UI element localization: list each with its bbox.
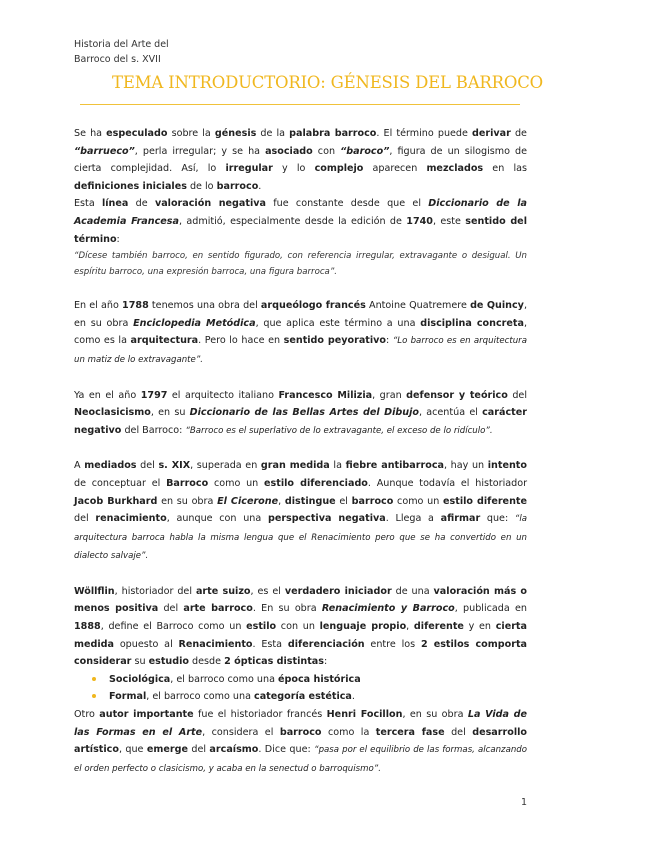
- paragraph-3: En el año 1788 tenemos una obra del arqueólogo francés Antoine Quatremere de Quincy, en su obra Enciclopedia Metódica, que aplica este término a una disciplina concreta, como es la arquitectura. Pero lo hace en sentido peyorativo: “Lo barroco es en arquitectura un matiz de lo extravagante”.: [74, 300, 527, 365]
- bullet-icon: [92, 677, 96, 681]
- paragraph-7: Otro autor importante fue el historiador francés Henri Focillon, en su obra La Vida de las Formas en el Arte, considera el barroco como la tercera fase del desarrollo artístico, que emerge del arcaísmo. Dice que: “pasa por el equilibrio de las formas, alcanzando el orden perfecto o clasicismo, y acaba en la senectud o barroquismo”.: [74, 709, 528, 774]
- page-number: 1: [520, 797, 527, 808]
- paragraph-1: Se ha especulado sobre la génesis de la palabra barroco. El término puede derivar de “barrueco”, perla irregular; y se ha asociado con “baroco”, figura de un silogismo de cierta complejidad. Así, lo irregular y lo complejo aparecen mezclados en las definiciones iniciales de lo barroco.: [74, 128, 527, 192]
- title-underline: [80, 104, 520, 105]
- page-title: TEMA INTRODUCTORIO: GÉNESIS DEL BARROCO: [112, 73, 543, 92]
- document-body: [74, 125, 527, 778]
- bullet-icon: [92, 694, 96, 698]
- list-item: Sociológica, el barroco como una época histórica: [92, 671, 527, 689]
- paragraph-6: Wöllflin, historiador del arte suizo, es el verdadero iniciador de una valoración más o menos positiva del arte barroco. En su obra Renacimiento y Barroco, publicada en 1888, define el Barroco como un estilo con un lenguaje propio, diferente y en cierta medida opuesto al Renacimiento. Esta diferenciación entre los 2 estilos comporta considerar su estudio desde 2 ópticas distintas:: [74, 585, 527, 668]
- header-line-2: Barroco del s. XVII: [74, 54, 161, 65]
- document-header: [74, 37, 169, 67]
- paragraph-5: A mediados del s. XIX, superada en gran medida la fiebre antibarroca, hay un intento de conceptuar el Barroco como un estilo diferenciado. Aunque todavía el historiador Jacob Burkhard en su obra El Cicerone, distingue el barroco como un estilo diferente del renacimiento, aunque con una perspectiva negativa. Llega a afirmar que: “la arquitectura barroca habla la misma lengua que el Renacimiento pero que se ha convertido en un dialecto salvaje”.: [74, 460, 528, 562]
- list-item: Formal, el barroco como una categoría estética.: [92, 688, 527, 706]
- bullet-list: [74, 671, 527, 706]
- block-quote: “Dícese también barroco, en sentido figurado, con referencia irregular, extravagante o desigual. Un espíritu barroco, una expresión barroca, una figura barroca”.: [74, 251, 527, 278]
- paragraph-4: Ya en el año 1797 el arquitecto italiano Francesco Milizia, gran defensor y teórico del Neoclasicismo, en su Diccionario de las Bellas Artes del Dibujo, acentúa el carácter negativo del Barroco: “Barroco es el superlativo de lo extravagante, el exceso de lo ridículo”.: [74, 389, 528, 436]
- header-line-1: Historia del Arte del: [74, 39, 169, 50]
- paragraph-2: Esta línea de valoración negativa fue constante desde que el Diccionario de la Academia Francesa, admitió, especialmente desde la edición de 1740, este sentido del término:: [74, 198, 527, 245]
